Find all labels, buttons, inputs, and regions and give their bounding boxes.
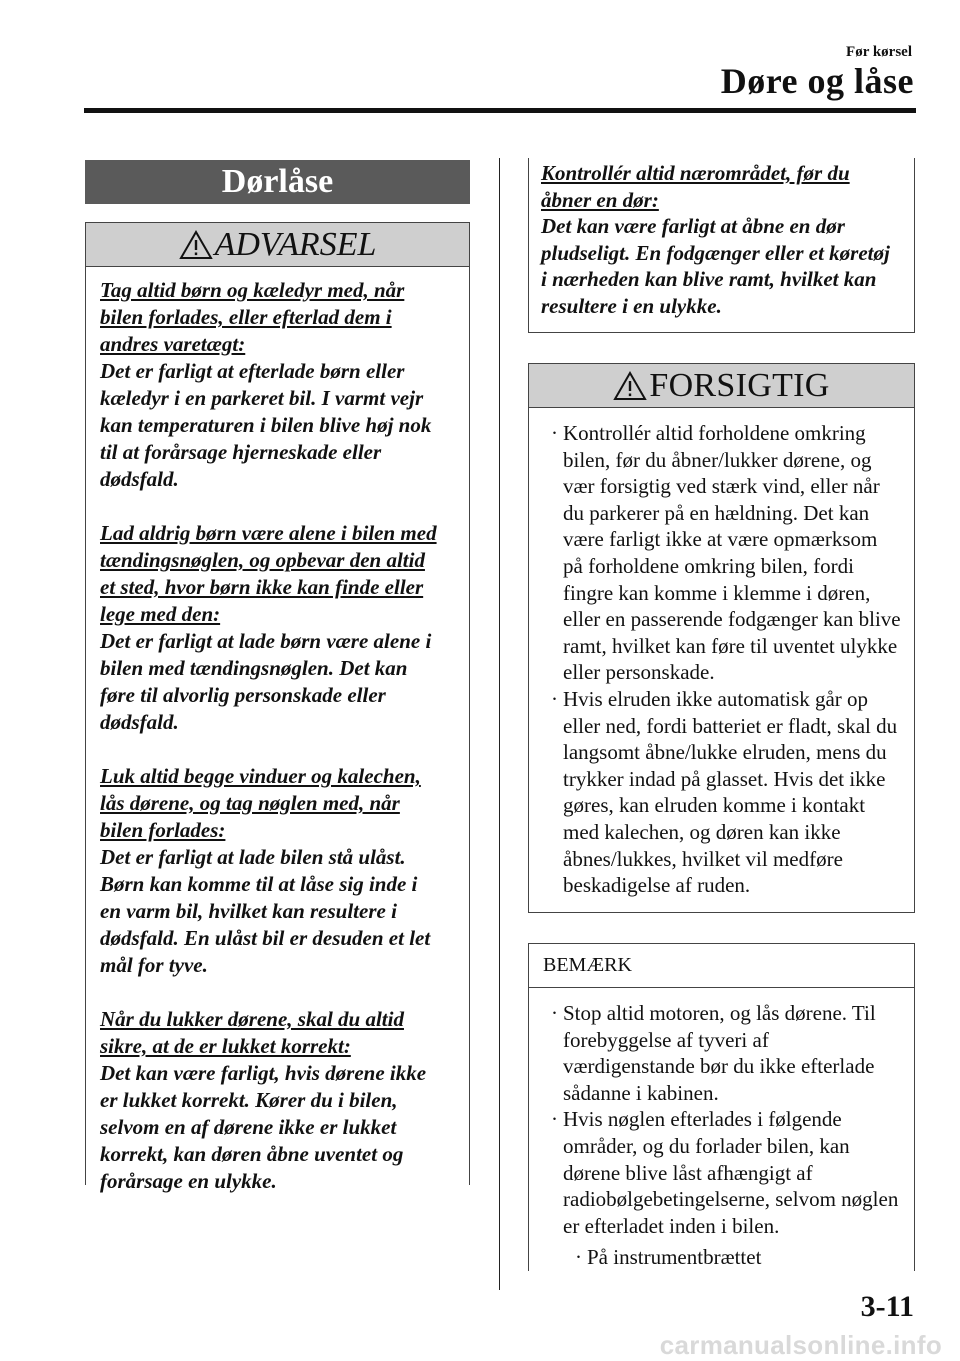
warning-item	[100, 277, 443, 493]
warning-item-text: Det kan være farligt at åbne en dør pludseligt. En fodgænger eller et køretøj i nærheden kan blive ramt, hvilket kan resultere i en ulykke.	[541, 214, 890, 318]
warning-box	[85, 222, 470, 1193]
caution-item: · Kontrollér altid forholdene omkring bilen, før du åbner/lukker dørene, og vær forsigtig ved stærk vind, eller når du parkerer på en hældning. Det kan være farligt ikke at være opmærksom på forholdene omkring bilen, fordi fingre kan komme i klemme i døren, eller en passerende fodgænger kan blive ramt, hvilket kan føre til uventet ulykke eller personskade.	[553, 420, 902, 686]
caution-item: · Hvis elruden ikke automatisk går op eller ned, fordi batteriet er fladt, skal du langsomt åbne/lukke elruden, mens du trykker indad på glasset. Hvis det ikke gøres, kan elruden komme i kontakt med kalechen, og døren kan ikke åbnes/lukkes, hvilket vil medføre beskadigelse af ruden.	[553, 686, 902, 899]
column-divider	[499, 158, 500, 1290]
warning-item	[100, 1006, 443, 1195]
header-rule	[84, 108, 916, 113]
note-sub-item: · På instrumentbrættet	[577, 1245, 914, 1270]
note-item: · Hvis nøglen efterlades i følgende områder, og du forlader bilen, kan dørene blive låst afhængigt af radiobølgebetingelserne, selvom nøglen er efterladet inden i bilen.	[553, 1106, 902, 1239]
warning-item-text: Det er farligt at lade børn være alene i bilen med tændingsnøglen. Det kan føre til alvorlig personskade eller dødsfald.	[100, 629, 432, 734]
warning-item	[100, 520, 443, 736]
page-number: 3-11	[860, 1290, 914, 1323]
watermark: carmanualsonline.info	[659, 1330, 942, 1360]
warning-item-heading: Når du lukker dørene, skal du altid sikre, at de er lukket korrekt:	[100, 1007, 404, 1058]
warning-continued-box	[528, 158, 915, 333]
warning-triangle-icon	[179, 230, 213, 260]
warning-item-heading: Luk altid begge vinduer og kalechen, lås dørene, og tag nøglen med, når bilen forlades:	[100, 764, 421, 842]
note-item: · Stop altid motoren, og lås dørene. Til forebyggelse af tyveri af værdigenstande bør du ikke efterlade sådanne i kabinen.	[553, 1000, 902, 1106]
warning-item-text: Det er farligt at efterlade børn eller kæledyr i en parkeret bil. I varmt vejr kan temperaturen i bilen blive høj nok til at forårsage hjerneskade eller dødsfald.	[100, 359, 432, 491]
warning-item-text: Det kan være farligt, hvis dørene ikke er lukket korrekt. Kører du i bilen, selvom en af dørene ikke er lukket korrekt, kan døren åbne uventet og forårsage en ulykke.	[100, 1061, 427, 1193]
warning-title: ADVARSEL	[214, 225, 377, 263]
warning-item-text: Det er farligt at lade bilen stå ulåst. Børn kan komme til at låse sig inde i en varm bil, hvilket kan resultere i dødsfald. En ulåst bil er desuden et let mål for tyve.	[100, 845, 431, 977]
warning-header	[86, 223, 469, 267]
note-title: BEMÆRK	[529, 944, 914, 988]
caution-header	[529, 364, 914, 408]
warning-item	[100, 763, 443, 979]
warning-item-heading: Tag altid børn og kæledyr med, når bilen forlades, eller efterlad dem i andres varetægt:	[100, 278, 405, 356]
warning-triangle-icon	[613, 371, 647, 401]
caution-title: FORSIGTIG	[649, 366, 830, 404]
caution-box	[528, 363, 915, 913]
warning-item-heading: Lad aldrig børn være alene i bilen med tændingsnøglen, og opbevar den altid et sted, hvor børn ikke kan finde eller lege med den:	[100, 521, 437, 626]
section-banner: Dørlåse	[85, 160, 470, 204]
page-title: Døre og låse	[720, 61, 914, 101]
section-label: Før kørsel	[846, 44, 912, 60]
warning-item-heading: Kontrollér altid nærområdet, før du åbner en dør:	[541, 161, 850, 212]
note-box	[528, 943, 915, 1271]
